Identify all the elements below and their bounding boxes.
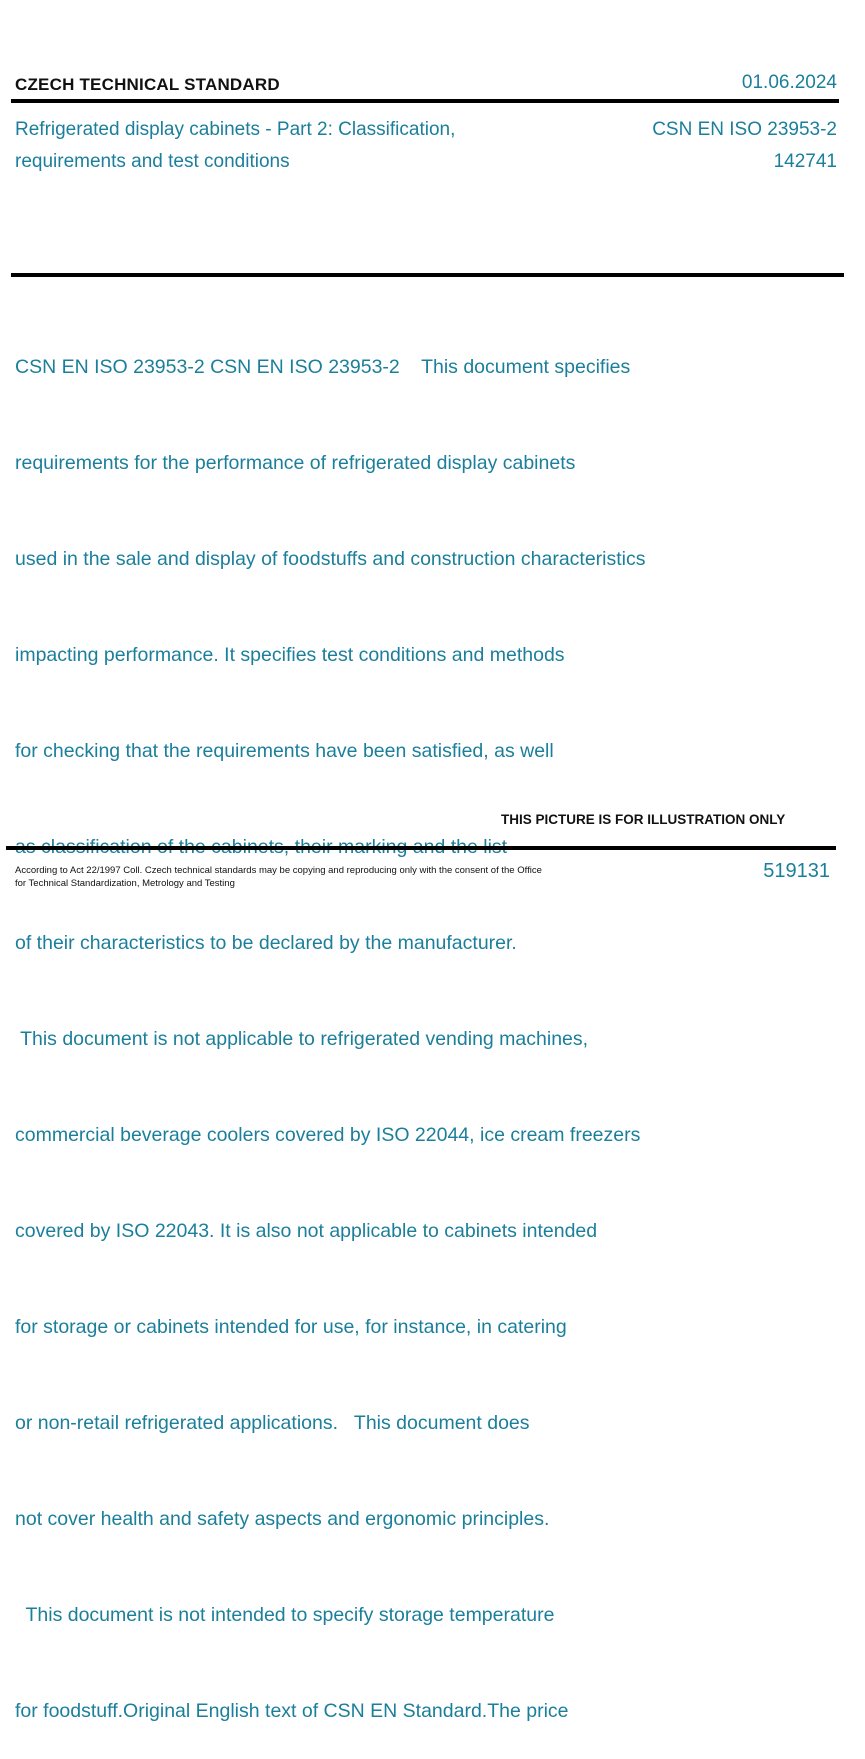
abstract-line: impacting performance. It specifies test conditions and methods <box>15 644 565 666</box>
abstract-line: CSN EN ISO 23953-2 CSN EN ISO 23953-2 This document specifies <box>15 356 631 378</box>
legal-notice-line: According to Act 22/1997 Coll. Czech technical standards may be copying and reproducing only with the consent of the Office <box>15 865 542 876</box>
document-abstract <box>15 287 646 1759</box>
abstract-line: commercial beverage coolers covered by ISO 22044, ice cream freezers <box>15 1124 641 1146</box>
abstract-line: not cover health and safety aspects and ergonomic principles. <box>15 1508 550 1530</box>
standard-identifiers <box>652 114 837 178</box>
abstract-line: covered by ISO 22043. It is also not applicable to cabinets intended <box>15 1220 598 1242</box>
standard-code: CSN EN ISO 23953-2 <box>652 119 837 140</box>
header-title: CZECH TECHNICAL STANDARD <box>15 75 280 94</box>
abstract-line: requirements for the performance of refrigerated display cabinets <box>15 452 576 474</box>
abstract-line: used in the sale and display of foodstuffs and construction characteristics <box>15 548 646 570</box>
standard-title <box>15 114 575 178</box>
abstract-line: for foodstuff.Original English text of CSN EN Standard.The price <box>15 1700 569 1722</box>
abstract-line: of their characteristics to be declared by the manufacturer. <box>15 932 517 954</box>
illustration-note: THIS PICTURE IS FOR ILLUSTRATION ONLY <box>501 812 786 827</box>
legal-notice-line: for Technical Standardization, Metrology and Testing <box>15 878 235 889</box>
document-id: 519131 <box>763 860 830 882</box>
standard-title-line: Refrigerated display cabinets - Part 2: Classification, <box>15 119 456 140</box>
abstract-line: for storage or cabinets intended for use, for instance, in catering <box>15 1316 567 1338</box>
abstract-line: for checking that the requirements have been satisfied, as well <box>15 740 554 762</box>
publication-date: 01.06.2024 <box>741 72 837 93</box>
standard-title-line: requirements and test conditions <box>15 151 290 172</box>
catalog-number: 142741 <box>773 151 837 172</box>
section-divider <box>11 273 844 277</box>
abstract-line: or non-retail refrigerated applications. This document does <box>15 1412 530 1434</box>
legal-notice <box>15 864 615 890</box>
abstract-line: This document is not intended to specify storage temperature <box>15 1604 555 1626</box>
abstract-line: This document is not applicable to refrigerated vending machines, <box>15 1028 589 1050</box>
footer-divider <box>6 846 836 850</box>
header-divider <box>11 99 839 103</box>
